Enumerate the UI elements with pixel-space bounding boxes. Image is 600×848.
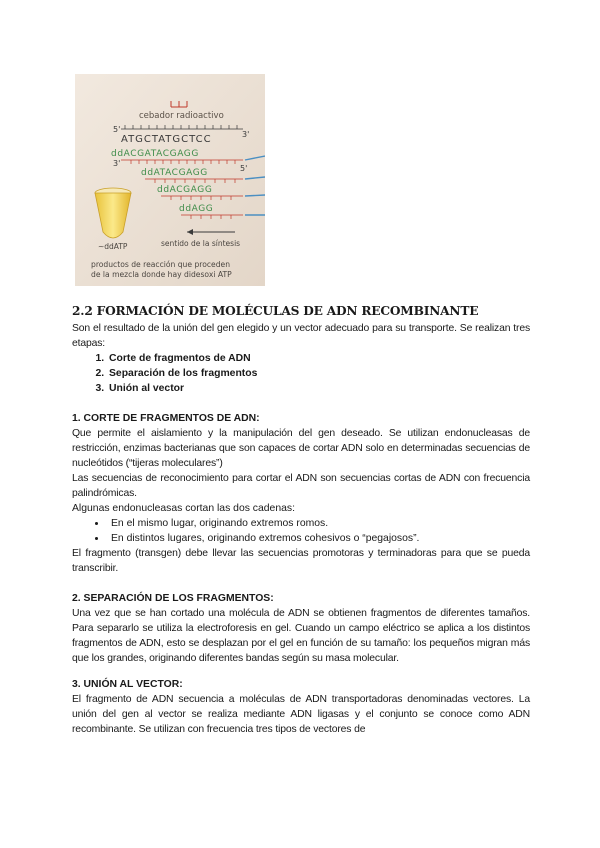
end-5-right: 5' [240, 164, 248, 173]
corte-paragraph-3: Algunas endonucleasas cortan las dos cadenas: [72, 503, 295, 514]
strand-2: ddATACGAGG [141, 168, 208, 178]
separacion-paragraph: Una vez que se han cortado una molécula de ADN se obtienen fragmentos de diferentes tamaños. Para separarlo se utiliza la electroforesis en gel. Cuando un campo eléctrico se aplica a los distintos fragmentos de ADN, esto se desplazan por el gel en función de su tamaño: los pequeños migran más que los grandes, originando diferentes bandas según su masa molecular. [72, 608, 530, 664]
corte-paragraph-1: Que permite el aislamiento y la manipulación del gen deseado. Se utilizan endonucleasas de restricción, enzimas bacterianas que son capaces de cortar ADN solo en determinadas secuencias de nucleótidos (“tijeras moleculares”) [72, 428, 530, 469]
steps-list [72, 351, 530, 396]
bullet-item: • En el mismo lugar, originando extremos romos. [107, 516, 530, 531]
figure-background [75, 74, 265, 286]
end-5-top: 5' [113, 125, 121, 134]
corte-paragraph-4: El fragmento (transgen) debe llevar las secuencias promotoras y terminadoras para que se pueda transcribir. [72, 548, 530, 574]
step-item: 1. Corte de fragmentos de ADN [107, 351, 530, 366]
end-3-left: 3' [113, 159, 121, 168]
primer-label: cebador radioactivo [139, 111, 224, 121]
corte-bullets [72, 516, 530, 546]
strand-3: ddACGAGG [157, 185, 213, 195]
template-sequence: ATGCTATGCTCC [121, 134, 212, 145]
step-item: 2. Separación de los fragmentos [107, 366, 530, 381]
strand-1: ddACGATACGAGG [111, 149, 199, 159]
section-title: 2.2 FORMACIÓN DE MOLÉCULAS DE ADN RECOMBINANTE [72, 304, 479, 318]
direction-label: sentido de la síntesis [161, 239, 241, 248]
corte-heading: 1. CORTE DE FRAGMENTOS DE ADN: [72, 413, 260, 424]
end-3-top: 3' [242, 130, 250, 139]
caption-line-2: de la mezcla donde hay didesoxi ATP [91, 270, 232, 279]
sequencing-figure [75, 74, 265, 286]
corte-paragraph-2: Las secuencias de reconocimiento para cortar el ADN son secuencias cortas de ADN con frecuencia palindrómicas. [72, 473, 530, 499]
bullet-item: • En distintos lugares, originando extremos cohesivos o “pegajosos”. [107, 531, 530, 546]
separacion-heading: 2. SEPARACIÓN DE LOS FRAGMENTOS: [72, 593, 274, 604]
document-body [72, 304, 530, 737]
caption-line-1: productos de reacción que proceden [91, 260, 231, 269]
strand-4: ddAGG [179, 204, 214, 214]
ddatp-label: ~ddATP [98, 242, 128, 251]
union-paragraph: El fragmento de ADN secuencia a moléculas de ADN transportadoras denominadas vectores. La unión del gen al vector se realiza mediante ADN ligasas y el conjunto se conoce como ADN recombinante. Se utilizan con frecuencia tres tipos de vectores de [72, 694, 530, 735]
step-item: 3. Unión al vector [107, 381, 530, 396]
union-heading: 3. UNIÓN AL VECTOR: [72, 679, 183, 690]
section-intro: Son el resultado de la unión del gen elegido y un vector adecuado para su transporte. Se realizan tres etapas: [72, 323, 530, 349]
